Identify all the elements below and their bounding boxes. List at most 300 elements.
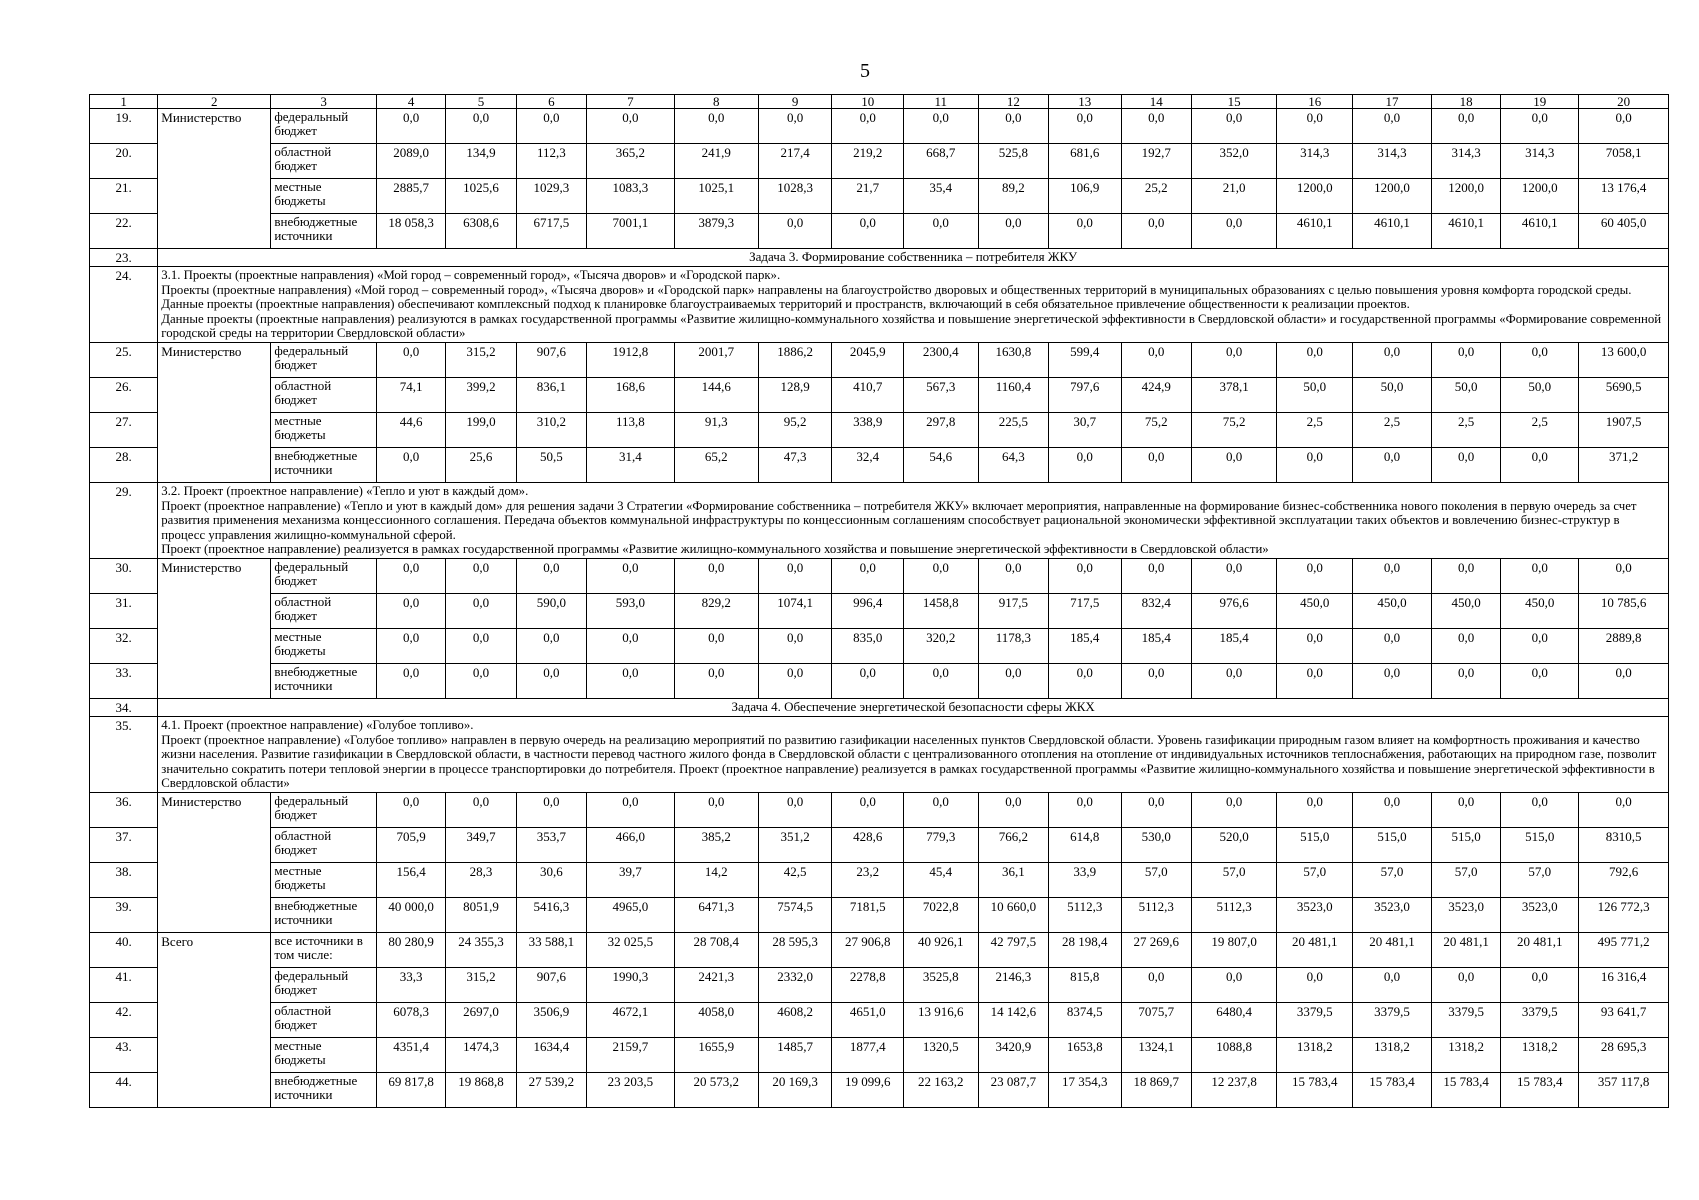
value-cell: 13 916,6 bbox=[903, 1002, 978, 1037]
value-cell: 4965,0 bbox=[587, 897, 674, 932]
value-cell: 0,0 bbox=[758, 663, 832, 698]
value-cell: 54,6 bbox=[903, 447, 978, 482]
value-cell: 0,0 bbox=[1191, 663, 1276, 698]
value-cell: 3379,5 bbox=[1353, 1002, 1432, 1037]
value-cell: 241,9 bbox=[674, 144, 758, 179]
value-cell: 1474,3 bbox=[446, 1037, 516, 1072]
value-cell: 0,0 bbox=[1049, 214, 1122, 249]
value-cell: 836,1 bbox=[516, 377, 586, 412]
value-cell: 50,5 bbox=[516, 447, 586, 482]
value-cell: 1178,3 bbox=[978, 628, 1048, 663]
value-cell: 2421,3 bbox=[674, 967, 758, 1002]
task-heading: Задача 3. Формирование собственника – потребителя ЖКУ bbox=[158, 249, 1669, 267]
value-cell: 349,7 bbox=[446, 827, 516, 862]
value-cell: 314,3 bbox=[1501, 144, 1579, 179]
project-text: Проект (проектное направление) «Тепло и уют в каждый дом» для решения задачи 3 Стратегии «Формирование собственника – потребителя ЖКУ» включает мероприятия, направленные на формирование бизнес-собственника нового поколения в первую очередь за счет развития применения механизма концессионного соглашения. Передача объектов коммунальной инфраструктуры по концессионным соглашениям способствует рациональной экономически эффективной эксплуатации таких объектов и вовлечению бизнес-структур в процесс управления жилищно-коммунальной сферой. bbox=[161, 498, 1637, 542]
value-cell: 0,0 bbox=[376, 109, 445, 144]
funding-source: федеральный бюджет bbox=[271, 792, 377, 827]
page-number: 5 bbox=[860, 60, 870, 82]
value-cell: 57,0 bbox=[1277, 862, 1353, 897]
value-cell: 0,0 bbox=[1501, 342, 1579, 377]
value-cell: 23 203,5 bbox=[587, 1072, 674, 1107]
value-cell: 530,0 bbox=[1121, 827, 1191, 862]
value-cell: 829,2 bbox=[674, 593, 758, 628]
value-cell: 0,0 bbox=[674, 663, 758, 698]
table-row bbox=[90, 862, 1669, 897]
column-number-cell: 3 bbox=[271, 95, 377, 109]
value-cell: 6471,3 bbox=[674, 897, 758, 932]
value-cell: 19 099,6 bbox=[832, 1072, 903, 1107]
value-cell: 515,0 bbox=[1277, 827, 1353, 862]
value-cell: 314,3 bbox=[1432, 144, 1501, 179]
value-cell: 80 280,9 bbox=[376, 932, 445, 967]
value-cell: 917,5 bbox=[978, 593, 1048, 628]
value-cell: 766,2 bbox=[978, 827, 1048, 862]
value-cell: 0,0 bbox=[1353, 558, 1432, 593]
value-cell: 0,0 bbox=[1432, 447, 1501, 482]
value-cell: 33,3 bbox=[376, 967, 445, 1002]
value-cell: 134,9 bbox=[446, 144, 516, 179]
project-program-text: Проект (проектное направление) реализуется в рамках государственной программы «Развитие жилищно-коммунального хозяйства и повышение энергетической эффективности в Свердловской области» bbox=[161, 542, 1269, 557]
value-cell: 0,0 bbox=[758, 558, 832, 593]
value-cell: 0,0 bbox=[1049, 663, 1122, 698]
table-row bbox=[90, 179, 1669, 214]
funding-source: местные бюджеты bbox=[271, 412, 377, 447]
value-cell: 35,4 bbox=[903, 179, 978, 214]
value-cell: 33,9 bbox=[1049, 862, 1122, 897]
value-cell: 0,0 bbox=[587, 792, 674, 827]
value-cell: 31,4 bbox=[587, 447, 674, 482]
value-cell: 352,0 bbox=[1191, 144, 1276, 179]
value-cell: 0,0 bbox=[1121, 109, 1191, 144]
project-row bbox=[90, 267, 1669, 343]
row-number: 36. bbox=[90, 792, 158, 827]
value-cell: 44,6 bbox=[376, 412, 445, 447]
task-heading: Задача 4. Обеспечение энергетической безопасности сферы ЖКХ bbox=[158, 698, 1669, 716]
value-cell: 2332,0 bbox=[758, 967, 832, 1002]
value-cell: 0,0 bbox=[1277, 792, 1353, 827]
value-cell: 0,0 bbox=[832, 792, 903, 827]
value-cell: 7001,1 bbox=[587, 214, 674, 249]
column-number-cell: 8 bbox=[674, 95, 758, 109]
value-cell: 1025,6 bbox=[446, 179, 516, 214]
value-cell: 219,2 bbox=[832, 144, 903, 179]
value-cell: 75,2 bbox=[1191, 412, 1276, 447]
column-number-cell: 6 bbox=[516, 95, 586, 109]
row-number: 24. bbox=[90, 267, 158, 343]
value-cell: 314,3 bbox=[1353, 144, 1432, 179]
value-cell: 69 817,8 bbox=[376, 1072, 445, 1107]
value-cell: 20 481,1 bbox=[1353, 932, 1432, 967]
value-cell: 1200,0 bbox=[1277, 179, 1353, 214]
value-cell: 24 355,3 bbox=[446, 932, 516, 967]
value-cell: 0,0 bbox=[1277, 558, 1353, 593]
value-cell: 0,0 bbox=[376, 663, 445, 698]
value-cell: 57,0 bbox=[1432, 862, 1501, 897]
value-cell: 0,0 bbox=[516, 792, 586, 827]
value-cell: 27 269,6 bbox=[1121, 932, 1191, 967]
value-cell: 1324,1 bbox=[1121, 1037, 1191, 1072]
value-cell: 57,0 bbox=[1353, 862, 1432, 897]
value-cell: 50,0 bbox=[1353, 377, 1432, 412]
value-cell: 0,0 bbox=[832, 663, 903, 698]
value-cell: 5112,3 bbox=[1191, 897, 1276, 932]
value-cell: 0,0 bbox=[1191, 109, 1276, 144]
table-row bbox=[90, 967, 1669, 1002]
value-cell: 1907,5 bbox=[1579, 412, 1669, 447]
row-number: 44. bbox=[90, 1072, 158, 1107]
value-cell: 0,0 bbox=[674, 792, 758, 827]
value-cell: 0,0 bbox=[1501, 558, 1579, 593]
value-cell: 0,0 bbox=[446, 593, 516, 628]
value-cell: 4351,4 bbox=[376, 1037, 445, 1072]
value-cell: 0,0 bbox=[1353, 967, 1432, 1002]
value-cell: 996,4 bbox=[832, 593, 903, 628]
value-cell: 0,0 bbox=[674, 558, 758, 593]
value-cell: 10 785,6 bbox=[1579, 593, 1669, 628]
table-row bbox=[90, 412, 1669, 447]
value-cell: 0,0 bbox=[1277, 663, 1353, 698]
value-cell: 0,0 bbox=[587, 663, 674, 698]
value-cell: 832,4 bbox=[1121, 593, 1191, 628]
value-cell: 2159,7 bbox=[587, 1037, 674, 1072]
value-cell: 515,0 bbox=[1353, 827, 1432, 862]
value-cell: 0,0 bbox=[1277, 447, 1353, 482]
value-cell: 126 772,3 bbox=[1579, 897, 1669, 932]
value-cell: 1653,8 bbox=[1049, 1037, 1122, 1072]
value-cell: 1083,3 bbox=[587, 179, 674, 214]
value-cell: 3525,8 bbox=[903, 967, 978, 1002]
value-cell: 520,0 bbox=[1191, 827, 1276, 862]
value-cell: 1655,9 bbox=[674, 1037, 758, 1072]
value-cell: 45,4 bbox=[903, 862, 978, 897]
value-cell: 0,0 bbox=[1277, 628, 1353, 663]
value-cell: 5112,3 bbox=[1121, 897, 1191, 932]
value-cell: 0,0 bbox=[903, 558, 978, 593]
value-cell: 0,0 bbox=[376, 447, 445, 482]
value-cell: 6078,3 bbox=[376, 1002, 445, 1037]
value-cell: 22 163,2 bbox=[903, 1072, 978, 1107]
value-cell: 18 058,3 bbox=[376, 214, 445, 249]
value-cell: 15 783,4 bbox=[1277, 1072, 1353, 1107]
value-cell: 314,3 bbox=[1277, 144, 1353, 179]
column-number-cell: 5 bbox=[446, 95, 516, 109]
funding-source: внебюджетные источники bbox=[271, 1072, 377, 1107]
value-cell: 365,2 bbox=[587, 144, 674, 179]
project-title: 3.1. Проекты (проектные направления) «Мой город – современный город», «Тысяча дворов» и «Городской парк». bbox=[161, 268, 781, 282]
task-row bbox=[90, 249, 1669, 267]
column-number-row bbox=[90, 95, 1669, 109]
value-cell: 495 771,2 bbox=[1579, 932, 1669, 967]
value-cell: 0,0 bbox=[1049, 558, 1122, 593]
value-cell: 2697,0 bbox=[446, 1002, 516, 1037]
funding-source: внебюджетные источники bbox=[271, 214, 377, 249]
value-cell: 7181,5 bbox=[832, 897, 903, 932]
row-number: 29. bbox=[90, 482, 158, 558]
value-cell: 1990,3 bbox=[587, 967, 674, 1002]
value-cell: 1634,4 bbox=[516, 1037, 586, 1072]
value-cell: 2089,0 bbox=[376, 144, 445, 179]
value-cell: 3506,9 bbox=[516, 1002, 586, 1037]
value-cell: 15 783,4 bbox=[1432, 1072, 1501, 1107]
value-cell: 8310,5 bbox=[1579, 827, 1669, 862]
value-cell: 0,0 bbox=[446, 558, 516, 593]
value-cell: 27 539,2 bbox=[516, 1072, 586, 1107]
value-cell: 0,0 bbox=[1277, 109, 1353, 144]
value-cell: 0,0 bbox=[1353, 792, 1432, 827]
value-cell: 64,3 bbox=[978, 447, 1048, 482]
value-cell: 525,8 bbox=[978, 144, 1048, 179]
value-cell: 0,0 bbox=[978, 214, 1048, 249]
value-cell: 0,0 bbox=[446, 109, 516, 144]
value-cell: 185,4 bbox=[1191, 628, 1276, 663]
value-cell: 199,0 bbox=[446, 412, 516, 447]
value-cell: 93 641,7 bbox=[1579, 1002, 1669, 1037]
value-cell: 15 783,4 bbox=[1501, 1072, 1579, 1107]
value-cell: 16 316,4 bbox=[1579, 967, 1669, 1002]
value-cell: 0,0 bbox=[1432, 663, 1501, 698]
value-cell: 0,0 bbox=[1191, 792, 1276, 827]
value-cell: 185,4 bbox=[1121, 628, 1191, 663]
task-row bbox=[90, 698, 1669, 716]
value-cell: 2,5 bbox=[1501, 412, 1579, 447]
row-number: 19. bbox=[90, 109, 158, 144]
value-cell: 0,0 bbox=[1121, 214, 1191, 249]
row-number: 28. bbox=[90, 447, 158, 482]
value-cell: 60 405,0 bbox=[1579, 214, 1669, 249]
value-cell: 0,0 bbox=[1432, 628, 1501, 663]
value-cell: 25,2 bbox=[1121, 179, 1191, 214]
value-cell: 0,0 bbox=[903, 109, 978, 144]
value-cell: 0,0 bbox=[1432, 109, 1501, 144]
row-number: 23. bbox=[90, 249, 158, 267]
value-cell: 0,0 bbox=[758, 628, 832, 663]
table-row bbox=[90, 1037, 1669, 1072]
value-cell: 1025,1 bbox=[674, 179, 758, 214]
value-cell: 57,0 bbox=[1501, 862, 1579, 897]
value-cell: 32,4 bbox=[832, 447, 903, 482]
value-cell: 47,3 bbox=[758, 447, 832, 482]
column-number-cell: 12 bbox=[978, 95, 1048, 109]
value-cell: 112,3 bbox=[516, 144, 586, 179]
row-number: 22. bbox=[90, 214, 158, 249]
value-cell: 0,0 bbox=[758, 214, 832, 249]
funding-source: внебюджетные источники bbox=[271, 897, 377, 932]
value-cell: 0,0 bbox=[1121, 967, 1191, 1002]
row-number: 38. bbox=[90, 862, 158, 897]
value-cell: 21,7 bbox=[832, 179, 903, 214]
value-cell: 14,2 bbox=[674, 862, 758, 897]
column-number-cell: 18 bbox=[1432, 95, 1501, 109]
table-row bbox=[90, 214, 1669, 249]
value-cell: 0,0 bbox=[1121, 342, 1191, 377]
value-cell: 668,7 bbox=[903, 144, 978, 179]
value-cell: 0,0 bbox=[446, 663, 516, 698]
value-cell: 0,0 bbox=[978, 663, 1048, 698]
value-cell: 0,0 bbox=[516, 628, 586, 663]
row-number: 42. bbox=[90, 1002, 158, 1037]
value-cell: 1318,2 bbox=[1501, 1037, 1579, 1072]
value-cell: 91,3 bbox=[674, 412, 758, 447]
value-cell: 0,0 bbox=[1121, 447, 1191, 482]
value-cell: 14 142,6 bbox=[978, 1002, 1048, 1037]
project-title: 3.2. Проект (проектное направление) «Тепло и уют в каждый дом». bbox=[161, 483, 529, 498]
value-cell: 2,5 bbox=[1277, 412, 1353, 447]
value-cell: 20 573,2 bbox=[674, 1072, 758, 1107]
value-cell: 385,2 bbox=[674, 827, 758, 862]
value-cell: 30,6 bbox=[516, 862, 586, 897]
value-cell: 23 087,7 bbox=[978, 1072, 1048, 1107]
column-number-cell: 13 bbox=[1049, 95, 1122, 109]
value-cell: 320,2 bbox=[903, 628, 978, 663]
column-number-cell: 10 bbox=[832, 95, 903, 109]
value-cell: 1029,3 bbox=[516, 179, 586, 214]
value-cell: 0,0 bbox=[376, 342, 445, 377]
column-number-cell: 2 bbox=[158, 95, 271, 109]
value-cell: 7574,5 bbox=[758, 897, 832, 932]
funding-source: областной бюджет bbox=[271, 593, 377, 628]
value-cell: 0,0 bbox=[1501, 663, 1579, 698]
value-cell: 74,1 bbox=[376, 377, 445, 412]
value-cell: 0,0 bbox=[1049, 447, 1122, 482]
value-cell: 0,0 bbox=[674, 628, 758, 663]
table-row bbox=[90, 377, 1669, 412]
row-number: 40. bbox=[90, 932, 158, 967]
funding-source: внебюджетные источники bbox=[271, 447, 377, 482]
value-cell: 1912,8 bbox=[587, 342, 674, 377]
value-cell: 450,0 bbox=[1432, 593, 1501, 628]
value-cell: 717,5 bbox=[1049, 593, 1122, 628]
funding-source: все источники в том числе: bbox=[271, 932, 377, 967]
value-cell: 4058,0 bbox=[674, 1002, 758, 1037]
value-cell: 0,0 bbox=[1353, 663, 1432, 698]
table-row bbox=[90, 827, 1669, 862]
project-description bbox=[158, 267, 1669, 343]
value-cell: 3379,5 bbox=[1277, 1002, 1353, 1037]
value-cell: 297,8 bbox=[903, 412, 978, 447]
row-number: 32. bbox=[90, 628, 158, 663]
value-cell: 19 868,8 bbox=[446, 1072, 516, 1107]
value-cell: 4610,1 bbox=[1432, 214, 1501, 249]
value-cell: 815,8 bbox=[1049, 967, 1122, 1002]
value-cell: 450,0 bbox=[1501, 593, 1579, 628]
value-cell: 113,8 bbox=[587, 412, 674, 447]
column-number-cell: 9 bbox=[758, 95, 832, 109]
value-cell: 4610,1 bbox=[1501, 214, 1579, 249]
value-cell: 0,0 bbox=[758, 109, 832, 144]
value-cell: 4608,2 bbox=[758, 1002, 832, 1037]
value-cell: 1886,2 bbox=[758, 342, 832, 377]
project-row bbox=[90, 716, 1669, 792]
value-cell: 0,0 bbox=[516, 663, 586, 698]
value-cell: 0,0 bbox=[1353, 342, 1432, 377]
value-cell: 5690,5 bbox=[1579, 377, 1669, 412]
value-cell: 0,0 bbox=[1501, 109, 1579, 144]
value-cell: 192,7 bbox=[1121, 144, 1191, 179]
financing-table bbox=[89, 94, 1669, 1108]
value-cell: 428,6 bbox=[832, 827, 903, 862]
value-cell: 1200,0 bbox=[1501, 179, 1579, 214]
value-cell: 7075,7 bbox=[1121, 1002, 1191, 1037]
row-number: 26. bbox=[90, 377, 158, 412]
value-cell: 57,0 bbox=[1121, 862, 1191, 897]
value-cell: 144,6 bbox=[674, 377, 758, 412]
value-cell: 0,0 bbox=[446, 628, 516, 663]
row-number: 30. bbox=[90, 558, 158, 593]
value-cell: 3879,3 bbox=[674, 214, 758, 249]
value-cell: 1877,4 bbox=[832, 1037, 903, 1072]
value-cell: 36,1 bbox=[978, 862, 1048, 897]
value-cell: 20 169,3 bbox=[758, 1072, 832, 1107]
value-cell: 0,0 bbox=[1277, 967, 1353, 1002]
column-number-cell: 11 bbox=[903, 95, 978, 109]
value-cell: 353,7 bbox=[516, 827, 586, 862]
row-number: 35. bbox=[90, 716, 158, 792]
value-cell: 0,0 bbox=[1579, 792, 1669, 827]
table-row bbox=[90, 144, 1669, 179]
value-cell: 590,0 bbox=[516, 593, 586, 628]
value-cell: 681,6 bbox=[1049, 144, 1122, 179]
row-number: 20. bbox=[90, 144, 158, 179]
value-cell: 33 588,1 bbox=[516, 932, 586, 967]
funding-source: областной бюджет bbox=[271, 827, 377, 862]
value-cell: 4610,1 bbox=[1353, 214, 1432, 249]
value-cell: 779,3 bbox=[903, 827, 978, 862]
funding-source: местные бюджеты bbox=[271, 862, 377, 897]
value-cell: 10 660,0 bbox=[978, 897, 1048, 932]
value-cell: 2885,7 bbox=[376, 179, 445, 214]
value-cell: 315,2 bbox=[446, 967, 516, 1002]
value-cell: 3523,0 bbox=[1353, 897, 1432, 932]
value-cell: 0,0 bbox=[1501, 792, 1579, 827]
value-cell: 1318,2 bbox=[1277, 1037, 1353, 1072]
value-cell: 8374,5 bbox=[1049, 1002, 1122, 1037]
value-cell: 450,0 bbox=[1353, 593, 1432, 628]
value-cell: 0,0 bbox=[1191, 342, 1276, 377]
value-cell: 17 354,3 bbox=[1049, 1072, 1122, 1107]
value-cell: 0,0 bbox=[516, 558, 586, 593]
value-cell: 95,2 bbox=[758, 412, 832, 447]
value-cell: 0,0 bbox=[1353, 628, 1432, 663]
value-cell: 0,0 bbox=[832, 109, 903, 144]
value-cell: 0,0 bbox=[1353, 447, 1432, 482]
value-cell: 315,2 bbox=[446, 342, 516, 377]
row-number: 33. bbox=[90, 663, 158, 698]
row-number: 41. bbox=[90, 967, 158, 1002]
value-cell: 25,6 bbox=[446, 447, 516, 482]
value-cell: 65,2 bbox=[674, 447, 758, 482]
column-number-cell: 16 bbox=[1277, 95, 1353, 109]
table-row bbox=[90, 932, 1669, 967]
row-number: 34. bbox=[90, 698, 158, 716]
project-title: 4.1. Проект (проектное направление) «Голубое топливо». bbox=[161, 717, 474, 732]
project-description bbox=[158, 482, 1669, 558]
value-cell: 30,7 bbox=[1049, 412, 1122, 447]
value-cell: 1318,2 bbox=[1432, 1037, 1501, 1072]
value-cell: 20 481,1 bbox=[1501, 932, 1579, 967]
value-cell: 310,2 bbox=[516, 412, 586, 447]
table-row bbox=[90, 558, 1669, 593]
value-cell: 18 869,7 bbox=[1121, 1072, 1191, 1107]
table-row bbox=[90, 792, 1669, 827]
value-cell: 0,0 bbox=[1277, 342, 1353, 377]
value-cell: 3523,0 bbox=[1432, 897, 1501, 932]
value-cell: 0,0 bbox=[446, 792, 516, 827]
value-cell: 40 926,1 bbox=[903, 932, 978, 967]
responsible-cell: Министерство bbox=[158, 109, 271, 249]
row-number: 37. bbox=[90, 827, 158, 862]
value-cell: 0,0 bbox=[1191, 967, 1276, 1002]
